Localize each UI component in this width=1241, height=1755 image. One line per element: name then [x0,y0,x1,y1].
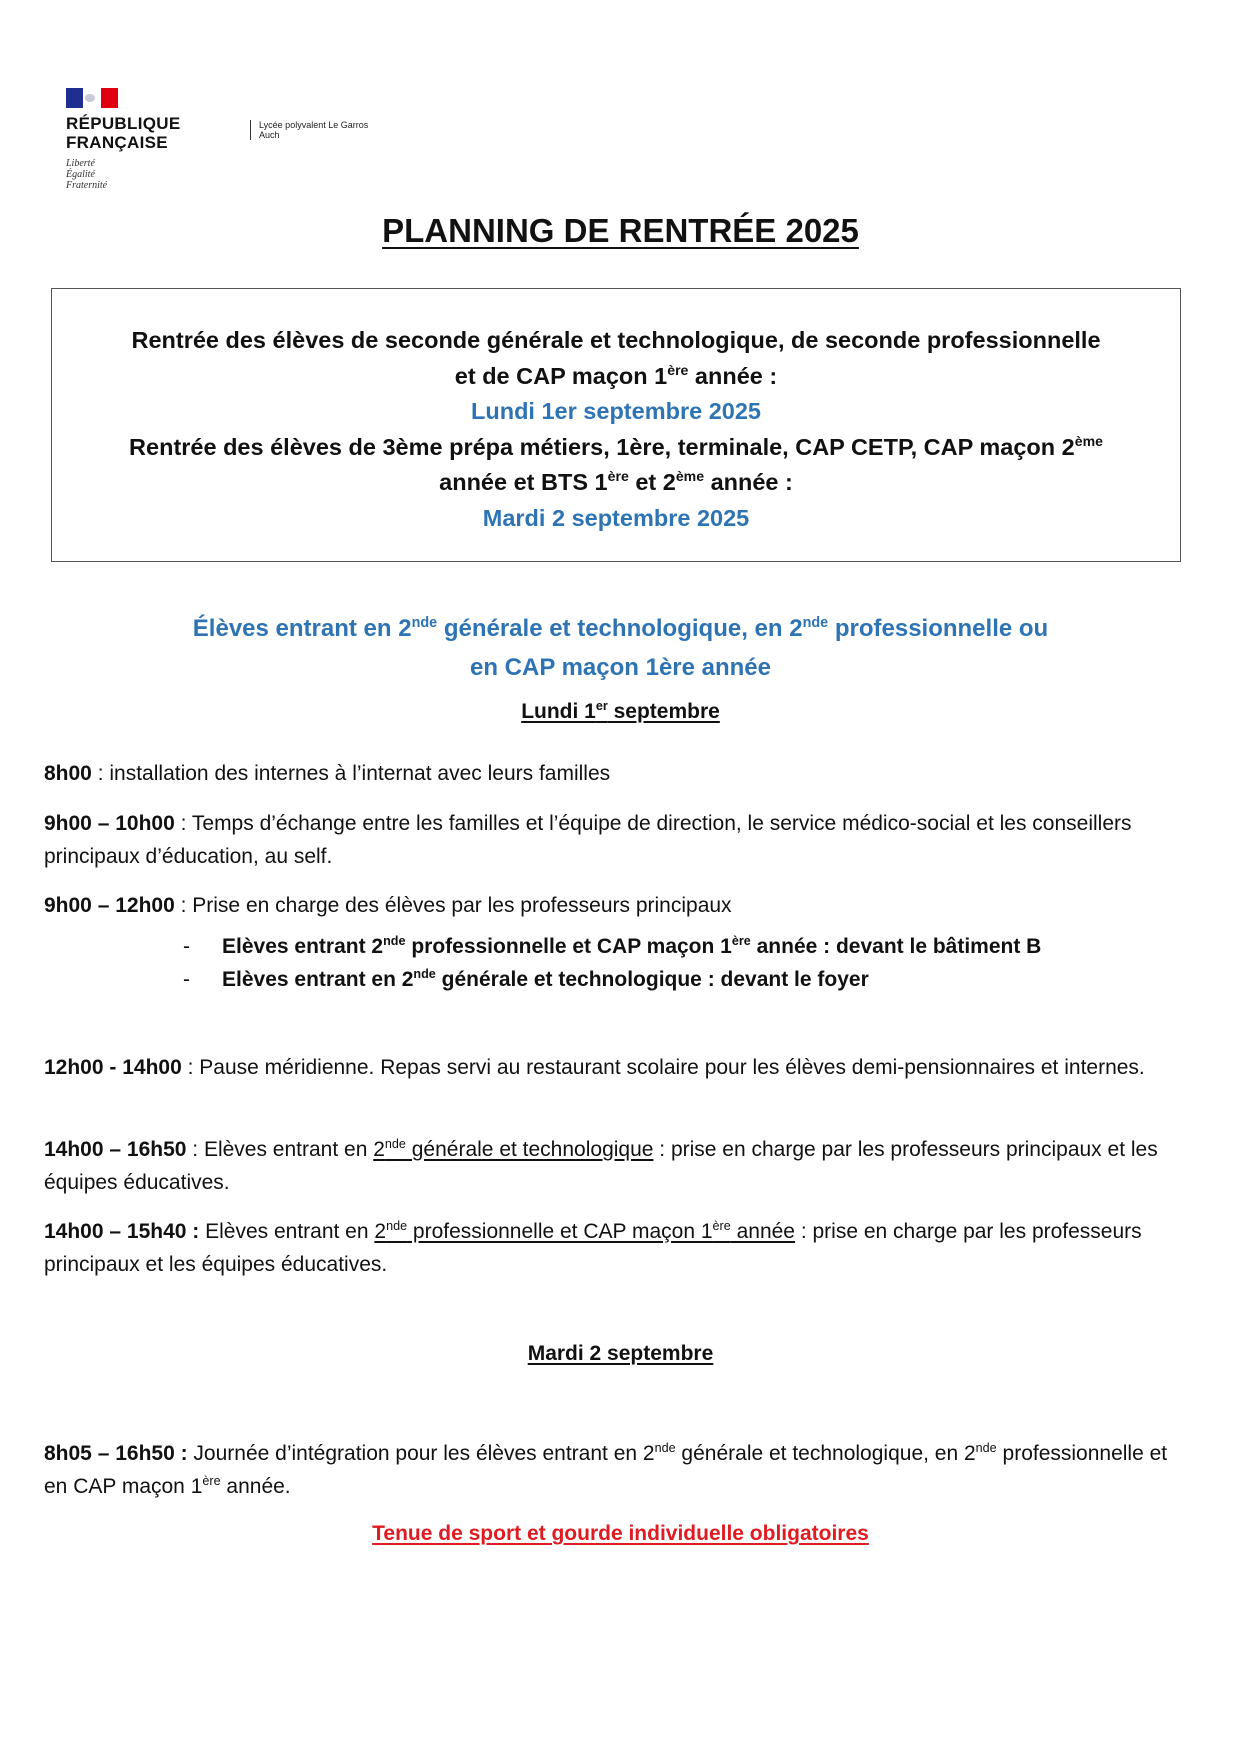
meeting-points-list [183,930,1041,996]
schedule-item-9h00-10h00: 9h00 – 10h00 : Temps d’échange entre les familles et l’équipe de direction, le service médico-social et les conseillers principaux d’éducation, au self. [44,812,1132,868]
tuesday-heading: Mardi 2 septembre [527,1342,714,1365]
school-name-line1: Lycée polyvalent Le Garros [259,120,369,130]
box-line-4: année et BTS 1ère et 2ème année : [439,468,793,495]
section-heading [0,609,1241,687]
list-item: - Elèves entrant 2nde professionnelle et CAP maçon 1ère année : devant le bâtiment B [183,934,1042,958]
second-date: Mardi 2 septembre 2025 [482,504,750,531]
motto-liberte: Liberté [66,158,95,169]
section-heading-line1: Élèves entrant en 2nde générale et technologique, en 2nde professionnelle ou [192,615,1049,642]
box-line-3: Rentrée des élèves de 3ème prépa métiers, 1ère, terminale, CAP CETP, CAP maçon 2ème [129,432,1103,460]
schedule-item-9h00-12h00: 9h00 – 12h00 : Prise en charge des élèves par les professeurs principaux [44,894,732,917]
republique-francaise-logo [66,88,180,191]
school-city: Auch [259,130,280,140]
motto-fraternite: Fraternité [66,180,108,191]
schedule-item-14h00-16h50: 14h00 – 16h50 : Elèves entrant en 2nde générale et technologique : prise en charge par les professeurs principaux et les équipes éducatives. [44,1137,1158,1194]
first-date: Lundi 1er septembre 2025 [471,398,761,424]
schedule-item-8h00: 8h00 : installation des internes à l’internat avec leurs familles [44,762,611,785]
motto [66,158,180,191]
school-name [250,120,368,140]
page-title: PLANNING DE RENTRÉE 2025 [382,212,859,249]
list-item: - Elèves entrant en 2nde générale et technologique : devant le foyer [183,967,869,991]
schedule-item-14h00-15h40: 14h00 – 15h40 : Elèves entrant en 2nde professionnelle et CAP maçon 1ère année : prise en charge par les professeurs principaux et les équipes éducatives. [44,1219,1142,1276]
box-line-2: et de CAP maçon 1ère année : [454,361,778,389]
section-heading-line2: en CAP maçon 1ère année [469,654,772,681]
sport-outfit-warning: Tenue de sport et gourde individuelle obligatoires [372,1522,869,1545]
monday-heading: Lundi 1er septembre [521,699,720,723]
box-line-1: Rentrée des élèves de seconde générale et technologique, de seconde professionnelle [131,327,1101,353]
dates-summary-box [51,288,1181,562]
motto-egalite: Égalité [66,169,95,180]
marianne-flag-icon [66,88,118,108]
republic-name-line2: FRANÇAISE [66,133,168,152]
schedule-item-8h05-16h50: 8h05 – 16h50 : Journée d’intégration pour les élèves entrant en 2nde générale et technologique, en 2nde professionnelle et en CAP maçon 1ère année. [44,1441,1168,1498]
republic-name-line1: RÉPUBLIQUE [66,114,181,133]
schedule-item-12h00-14h00: 12h00 - 14h00 : Pause méridienne. Repas servi au restaurant scolaire pour les élèves demi-pensionnaires et internes. [44,1056,1145,1079]
